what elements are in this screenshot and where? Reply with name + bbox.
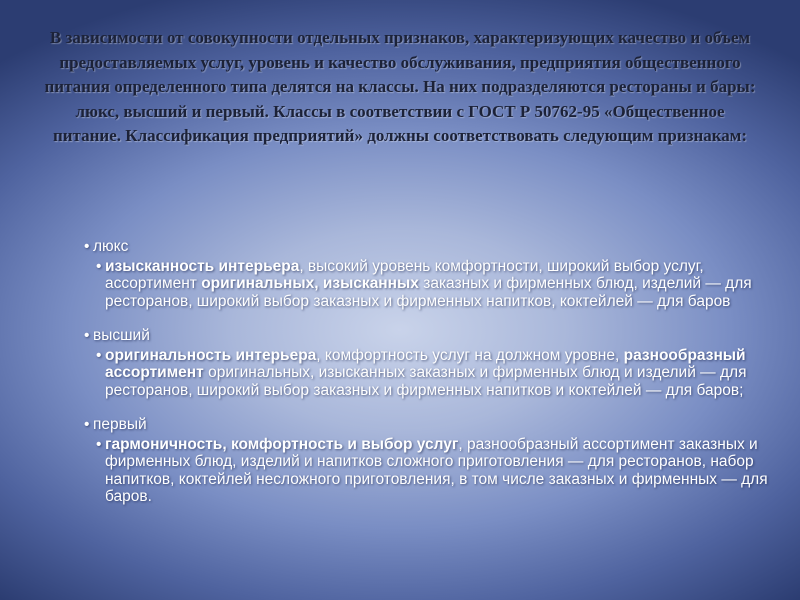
desc-fragment: гармоничность, комфортность и выбор услуг bbox=[105, 435, 459, 453]
class-item-first bbox=[84, 416, 774, 506]
desc-fragment: изысканность интерьера bbox=[105, 257, 300, 275]
desc-fragment: разнообразный ассортимент bbox=[105, 346, 746, 381]
class-item-highest bbox=[84, 327, 774, 399]
class-desc-first bbox=[96, 436, 774, 506]
desc-fragment: оригинальность интерьера bbox=[105, 346, 317, 364]
class-desc-lux bbox=[96, 258, 774, 311]
class-name-first: • первый bbox=[84, 416, 774, 434]
class-list bbox=[84, 238, 774, 506]
class-desc-highest bbox=[96, 347, 774, 400]
desc-fragment: , высокий уровень комфортности, широкий выбор услуг, ассортимент bbox=[105, 257, 704, 292]
desc-fragment: оригинальных, изысканных bbox=[201, 275, 419, 292]
desc-fragment: заказных и фирменных блюд, изделий — для ресторанов, широкий выбор заказных и фирменных напитков, коктейлей — для баров bbox=[105, 275, 752, 310]
desc-fragment: , комфортность услуг на должном уровне, bbox=[316, 346, 624, 364]
slide-title: В зависимости от совокупности отдельных признаков, характеризующих качество и объем предоставляемых услуг, уровень и качество обслуживания, предприятия общественного питания определенного типа делятся на классы. На них подразделяются рестораны и бары: люкс, высший и первый. Классы в соответствии с ГОСТ Р 50762-95 «Общественное питание. Классификация предприятий» должны соответствовать следующим признакам: bbox=[44, 28, 756, 145]
class-item-lux bbox=[84, 238, 774, 310]
desc-fragment: оригинальных, изысканных заказных и фирменных блюд и изделий — для ресторанов, широкий выбор заказных и фирменных напитков и коктейлей — для баров; bbox=[105, 364, 747, 399]
class-name-lux: • люкс bbox=[84, 238, 774, 256]
desc-fragment: , разнообразный ассортимент заказных и фирменных блюд, изделий и напитков сложного приготовления — для ресторанов, набор напитков, коктейлей несложного приготовления, в том числе заказных и фирменных — для баров. bbox=[105, 435, 768, 505]
class-name-highest: • высший bbox=[84, 327, 774, 345]
